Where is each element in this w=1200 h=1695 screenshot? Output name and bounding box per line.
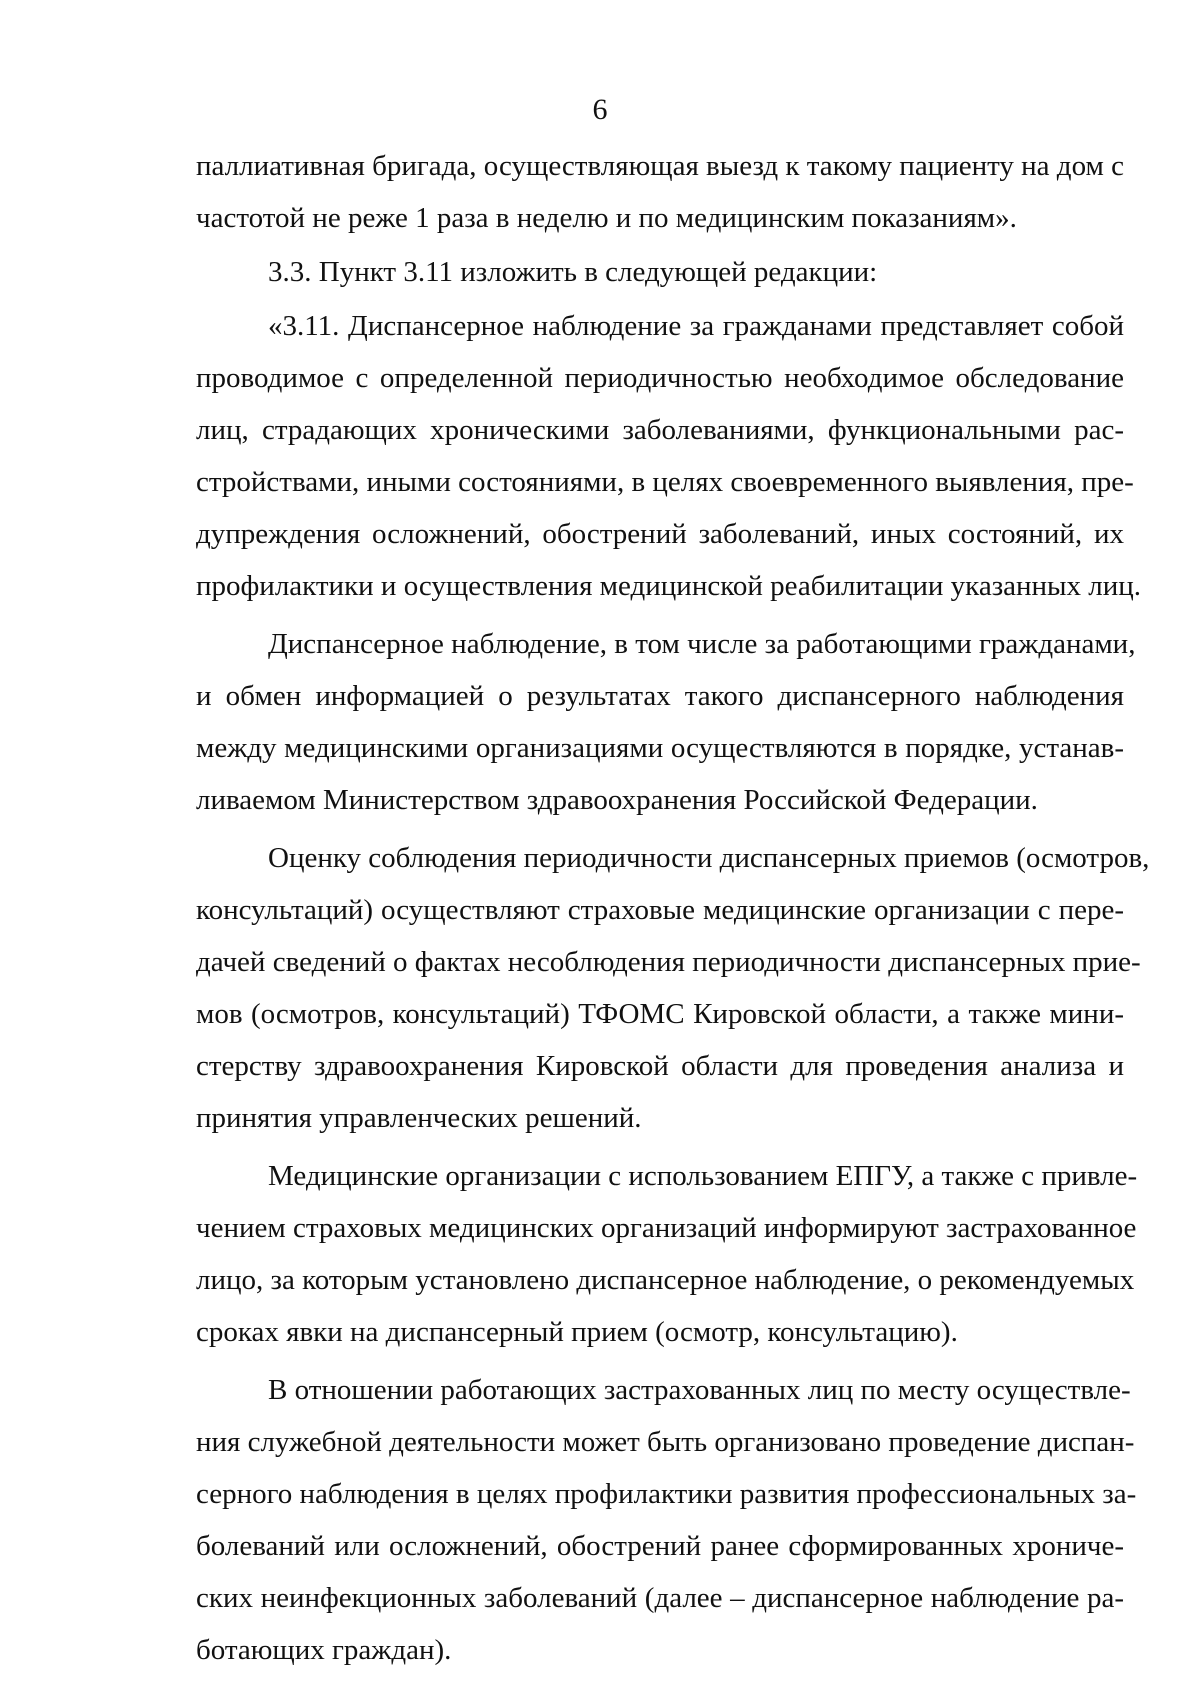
text-line: болеваний или осложнений, обострений ранее сформированных хрониче- [196,1530,1124,1562]
text-line: ливаемом Министерством здравоохранения Российской Федерации. [196,784,1038,816]
text-line: ния служебной деятельности может быть организовано проведение диспан- [196,1426,1135,1458]
text-line: и обмен информацией о результатах такого диспансерного наблюдения [196,680,1124,712]
text-line: принятия управленческих решений. [196,1102,642,1134]
paragraph-5 [196,832,1150,1144]
paragraph-4 [196,618,1136,826]
document-body [196,140,1150,1676]
text-line: стройствами, иными состояниями, в целях своевременного выявления, пре- [196,466,1134,498]
text-line: Оценку соблюдения периодичности диспансерных приемов (осмотров, [268,842,1150,874]
text-line: ботающих граждан). [196,1634,452,1666]
text-line: консультаций) осуществляют страховые медицинские организации с пере- [196,894,1124,926]
text-line: ских неинфекционных заболеваний (далее – диспансерное наблюдение ра- [196,1582,1124,1614]
text-line: проводимое с определенной периодичностью необходимое обследование [196,362,1124,394]
paragraph-2 [196,246,1124,298]
text-line: дачей сведений о фактах несоблюдения периодичности диспансерных прие- [196,946,1141,978]
text-line: лицо, за которым установлено диспансерное наблюдение, о рекомендуемых [196,1264,1135,1296]
text-line: мов (осмотров, консультаций) ТФОМС Кировской области, а также мини- [196,998,1124,1030]
paragraph-6 [196,1150,1138,1358]
text-line: лиц, страдающих хроническими заболеваниями, функциональными рас- [196,414,1124,446]
page-number: 6 [592,93,608,126]
text-line: стерству здравоохранения Кировской области для проведения анализа и [196,1050,1124,1082]
text-line: «3.11. Диспансерное наблюдение за гражданами представляет собой [268,310,1124,342]
text-line: В отношении работающих застрахованных лиц по месту осуществле- [268,1374,1131,1406]
text-line: паллиативная бригада, осуществляющая выезд к такому пациенту на дом с [196,150,1124,182]
text-line: между медицинскими организациями осуществляются в порядке, устанав- [196,732,1124,764]
paragraph-7 [196,1364,1137,1676]
paragraph-1 [196,140,1124,244]
text-line: частотой не реже 1 раза в неделю и по медицинским показаниям». [196,202,1017,234]
text-line: 3.3. Пункт 3.11 изложить в следующей редакции: [268,256,878,288]
text-line: серного наблюдения в целях профилактики развития профессиональных за- [196,1478,1137,1510]
text-line: сроках явки на диспансерный прием (осмотр, консультацию). [196,1316,958,1348]
text-line: чением страховых медицинских организаций информируют застрахованное [196,1212,1137,1244]
text-line: профилактики и осуществления медицинской реабилитации указанных лиц. [196,570,1142,602]
text-line: Медицинские организации с использованием ЕПГУ, а также с привле- [268,1160,1138,1192]
text-line: Диспансерное наблюдение, в том числе за работающими гражданами, [268,628,1136,660]
text-line: дупреждения осложнений, обострений заболеваний, иных состояний, их [196,518,1124,550]
paragraph-3 [196,300,1142,612]
